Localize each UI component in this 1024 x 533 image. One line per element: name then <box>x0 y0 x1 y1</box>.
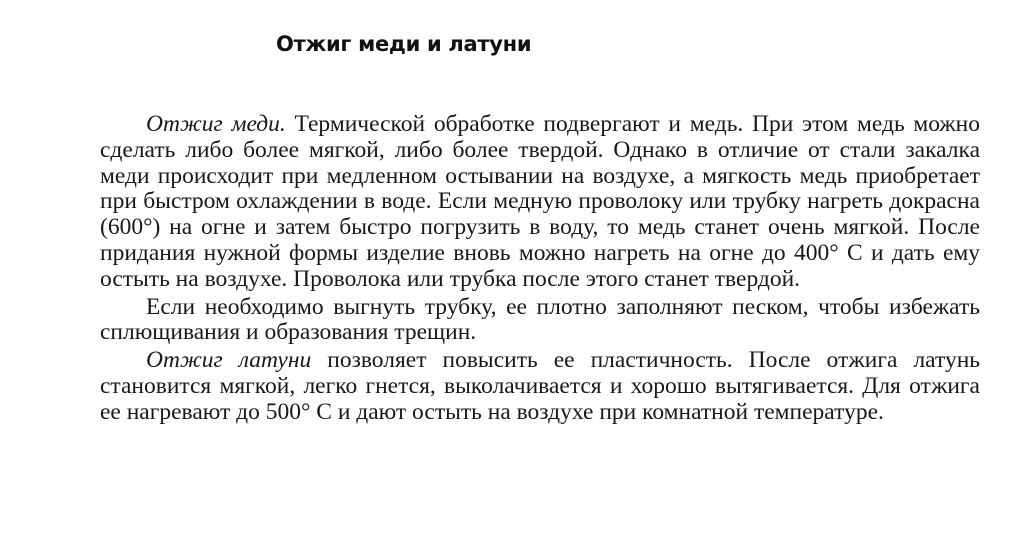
paragraph-text-copper: Термической обработке подвергают и медь. При этом медь можно сделать либо более мягкой, либо более твердой. Однако в отличие от стали закалка меди происходит при медленном остывании на воздухе, а мягкость медь приобретает при быстром охлаждении в воде. Если медную проволоку или трубку нагреть докрасна (600°) на огне и затем быстро погрузить в воду, то медь станет очень мягкой. После придания нужной формы изделие вновь можно нагреть на огне до 400° С и дать ему остыть на воздухе. Проволока или трубка после этого станет твердой. <box>100 111 980 292</box>
page-title: Отжиг меди и латуни <box>276 32 532 56</box>
paragraph-copper-annealing <box>100 112 980 293</box>
document-body <box>100 112 980 426</box>
paragraph-lead-brass: Отжиг латуни <box>146 347 312 374</box>
paragraph-lead-copper: Отжиг меди. <box>146 111 286 137</box>
paragraph-brass-annealing <box>100 348 980 425</box>
paragraph-text-tube: Если необходимо выгнуть трубку, ее плотно заполняют песком, чтобы избежать сплющивания и образования трещин. <box>100 293 980 346</box>
paragraph-text-brass: позволяет повысить ее пластичность. После отжига латунь становится мягкой, легко гнется, выколачивается и хорошо вытягивается. Для отжига ее нагревают до 500° С и дают остыть на воздухе при комнатной температуре. <box>100 347 980 425</box>
paragraph-tube-bending <box>100 295 980 347</box>
